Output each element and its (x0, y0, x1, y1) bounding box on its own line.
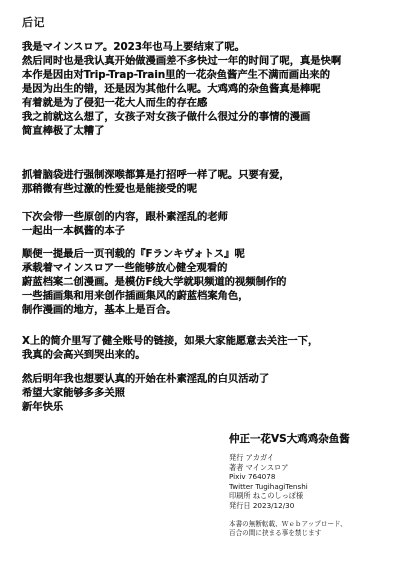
paragraph-line: 是因为出生的错，还是因为其他什么呢。大鸡鸡的杂鱼酱真是棒呢 (22, 83, 321, 95)
paragraph-line: 希望大家能够多多关照 (22, 387, 125, 399)
paragraph-4 (22, 247, 388, 317)
paragraph-line: 那稍微有些过激的性爱也是能接受的呢 (22, 183, 198, 195)
notice-line: 百合の間に挟まる事を禁じます (229, 529, 322, 537)
paragraph-line: 一起出一本枫酱的本子 (22, 225, 125, 237)
paragraph-line: 顺便一提最后一页刊载的『Fランキヴォトス』呢 (22, 248, 245, 260)
paragraph-line: 承载着マインスロア一些能够放心健全观看的 (22, 262, 228, 274)
paragraph-line: 简直棒极了太糟了 (22, 125, 105, 137)
paragraph-line: 蔚蓝档案二创漫画。是模仿F线大学就职频道的视频制作的 (22, 276, 287, 288)
paragraph-line: 新年快乐 (22, 401, 64, 413)
paragraph-line: 我是マインスロア。2023年也马上要结束了呢。 (22, 41, 245, 53)
copyright-notice (229, 520, 389, 538)
colophon-publisher: 発行 アカガイ (229, 453, 275, 462)
paragraph-line: 抓着脑袋进行强制深喉都算是打招呼一样了呢。只要有爱， (22, 169, 290, 181)
paragraph-3 (22, 210, 388, 238)
colophon-printer: 印刷所 ねこのしっぽ様 (229, 491, 304, 500)
paragraph-line: 有着就是为了侵犯一花大人而生的存在感 (22, 97, 208, 109)
paragraph-line: X上的简介里写了健全账号的链接，如果大家能愿意去关注一下， (22, 335, 319, 347)
paragraph-line: 然后同时也是我认真开始做漫画差不多快过一年的时间了呢，真是快啊 (22, 55, 342, 67)
paragraph-5 (22, 334, 388, 362)
colophon-title: 仲正一花VS大鸡鸡杂鱼酱 (229, 433, 350, 445)
colophon-pixiv: Pixiv 764078 (229, 472, 276, 481)
page-title: 后记 (22, 16, 45, 29)
paragraph-line: 我真的会高兴到哭出来的。 (22, 349, 146, 361)
paragraph-line: 一些插画集和用来创作插画集风的蔚蓝档案角色， (22, 290, 249, 302)
colophon (229, 432, 389, 538)
paragraph-1 (22, 40, 388, 138)
colophon-twitter: Twitter TugihagiTenshi (229, 481, 308, 491)
paragraph-2 (22, 168, 388, 196)
colophon-date: 発行日 2023/12/30 (229, 500, 295, 510)
paragraph-line: 制作漫画的地方，基本上是百合。 (22, 304, 177, 316)
paragraph-line: 然后明年我也想要认真的开始在朴素淫乱的白贝活动了 (22, 373, 270, 385)
paragraph-line: 本作是因由对Trip-Trap-Train里的一花杂鱼酱产生不满而画出来的 (22, 69, 330, 81)
notice-line: 本書の無断転載、Ｗｅｂアップロード、 (229, 520, 347, 528)
paragraph-line: 下次会带一些原创的内容，跟朴素淫乱的老师 (22, 211, 228, 223)
paragraph-line: 我之前就这么想了，女孩子对女孩子做什么很过分的事情的漫画 (22, 111, 311, 123)
paragraph-6 (22, 372, 388, 414)
colophon-author: 著者 マインスロア (229, 462, 289, 472)
